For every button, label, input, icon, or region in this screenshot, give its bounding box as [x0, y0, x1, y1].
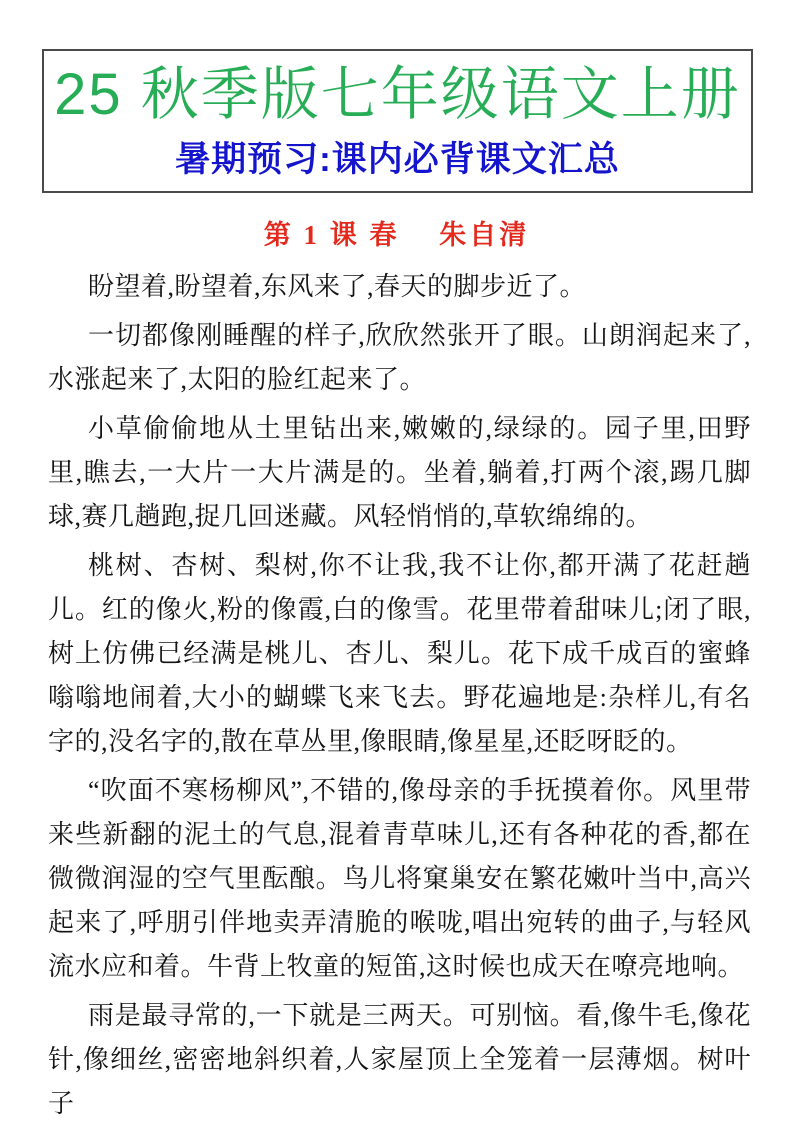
header-box: [42, 49, 753, 193]
body-paragraph: 盼望着,盼望着,东风来了,春天的脚步近了。: [88, 272, 587, 301]
header-subtitle: 暑期预习:课内必背课文汇总: [175, 140, 620, 179]
lesson-author: 朱自清: [439, 220, 530, 250]
body-paragraph: 桃树、杏树、梨树,你不让我,我不让你,都开满了花赶趟儿。红的像火,粉的像霞,白的像雪。花里带着甜味儿;闭了眼,树上仿佛已经满是桃儿、杏儿、梨儿。花下成千成百的蜜蜂嗡嗡地闹着,大小的蝴蝶飞来飞去。野花遍地是:杂样儿,有名字的,没名字的,散在草丛里,像眼睛,像星星,还眨呀眨的。: [48, 551, 751, 756]
body-paragraph: “吹面不寒杨柳风”,不错的,像母亲的手抚摸着你。风里带来些新翻的泥土的气息,混着青草味儿,还有各种花的香,都在微微润湿的空气里酝酿。鸟儿将窠巢安在繁花嫩叶当中,高兴起来了,呼朋引伴地卖弄清脆的喉咙,唱出宛转的曲子,与轻风流水应和着。牛背上牧童的短笛,这时候也成天在嘹亮地响。: [48, 776, 751, 981]
body-paragraph: 一切都像刚睡醒的样子,欣欣然张开了眼。山朗润起来了,水涨起来了,太阳的脸红起来了。: [48, 321, 751, 394]
lesson-body: [0, 265, 793, 1122]
body-paragraph: 小草偷偷地从土里钻出来,嫩嫩的,绿绿的。园子里,田野里,瞧去,一大片一大片满是的。坐着,躺着,打两个滚,踢几脚球,赛几趟跑,捉几回迷藏。风轻悄悄的,草软绵绵的。: [48, 414, 751, 531]
body-paragraph: 雨是最寻常的,一下就是三两天。可别恼。看,像牛毛,像花针,像细丝,密密地斜织着,人家屋顶上全笼着一层薄烟。树叶子: [48, 1001, 751, 1118]
book-title: 25 秋季版七年级语文上册: [54, 62, 741, 127]
lesson-heading: [0, 219, 793, 251]
lesson-number-title: 第 1 课 春: [263, 220, 400, 250]
